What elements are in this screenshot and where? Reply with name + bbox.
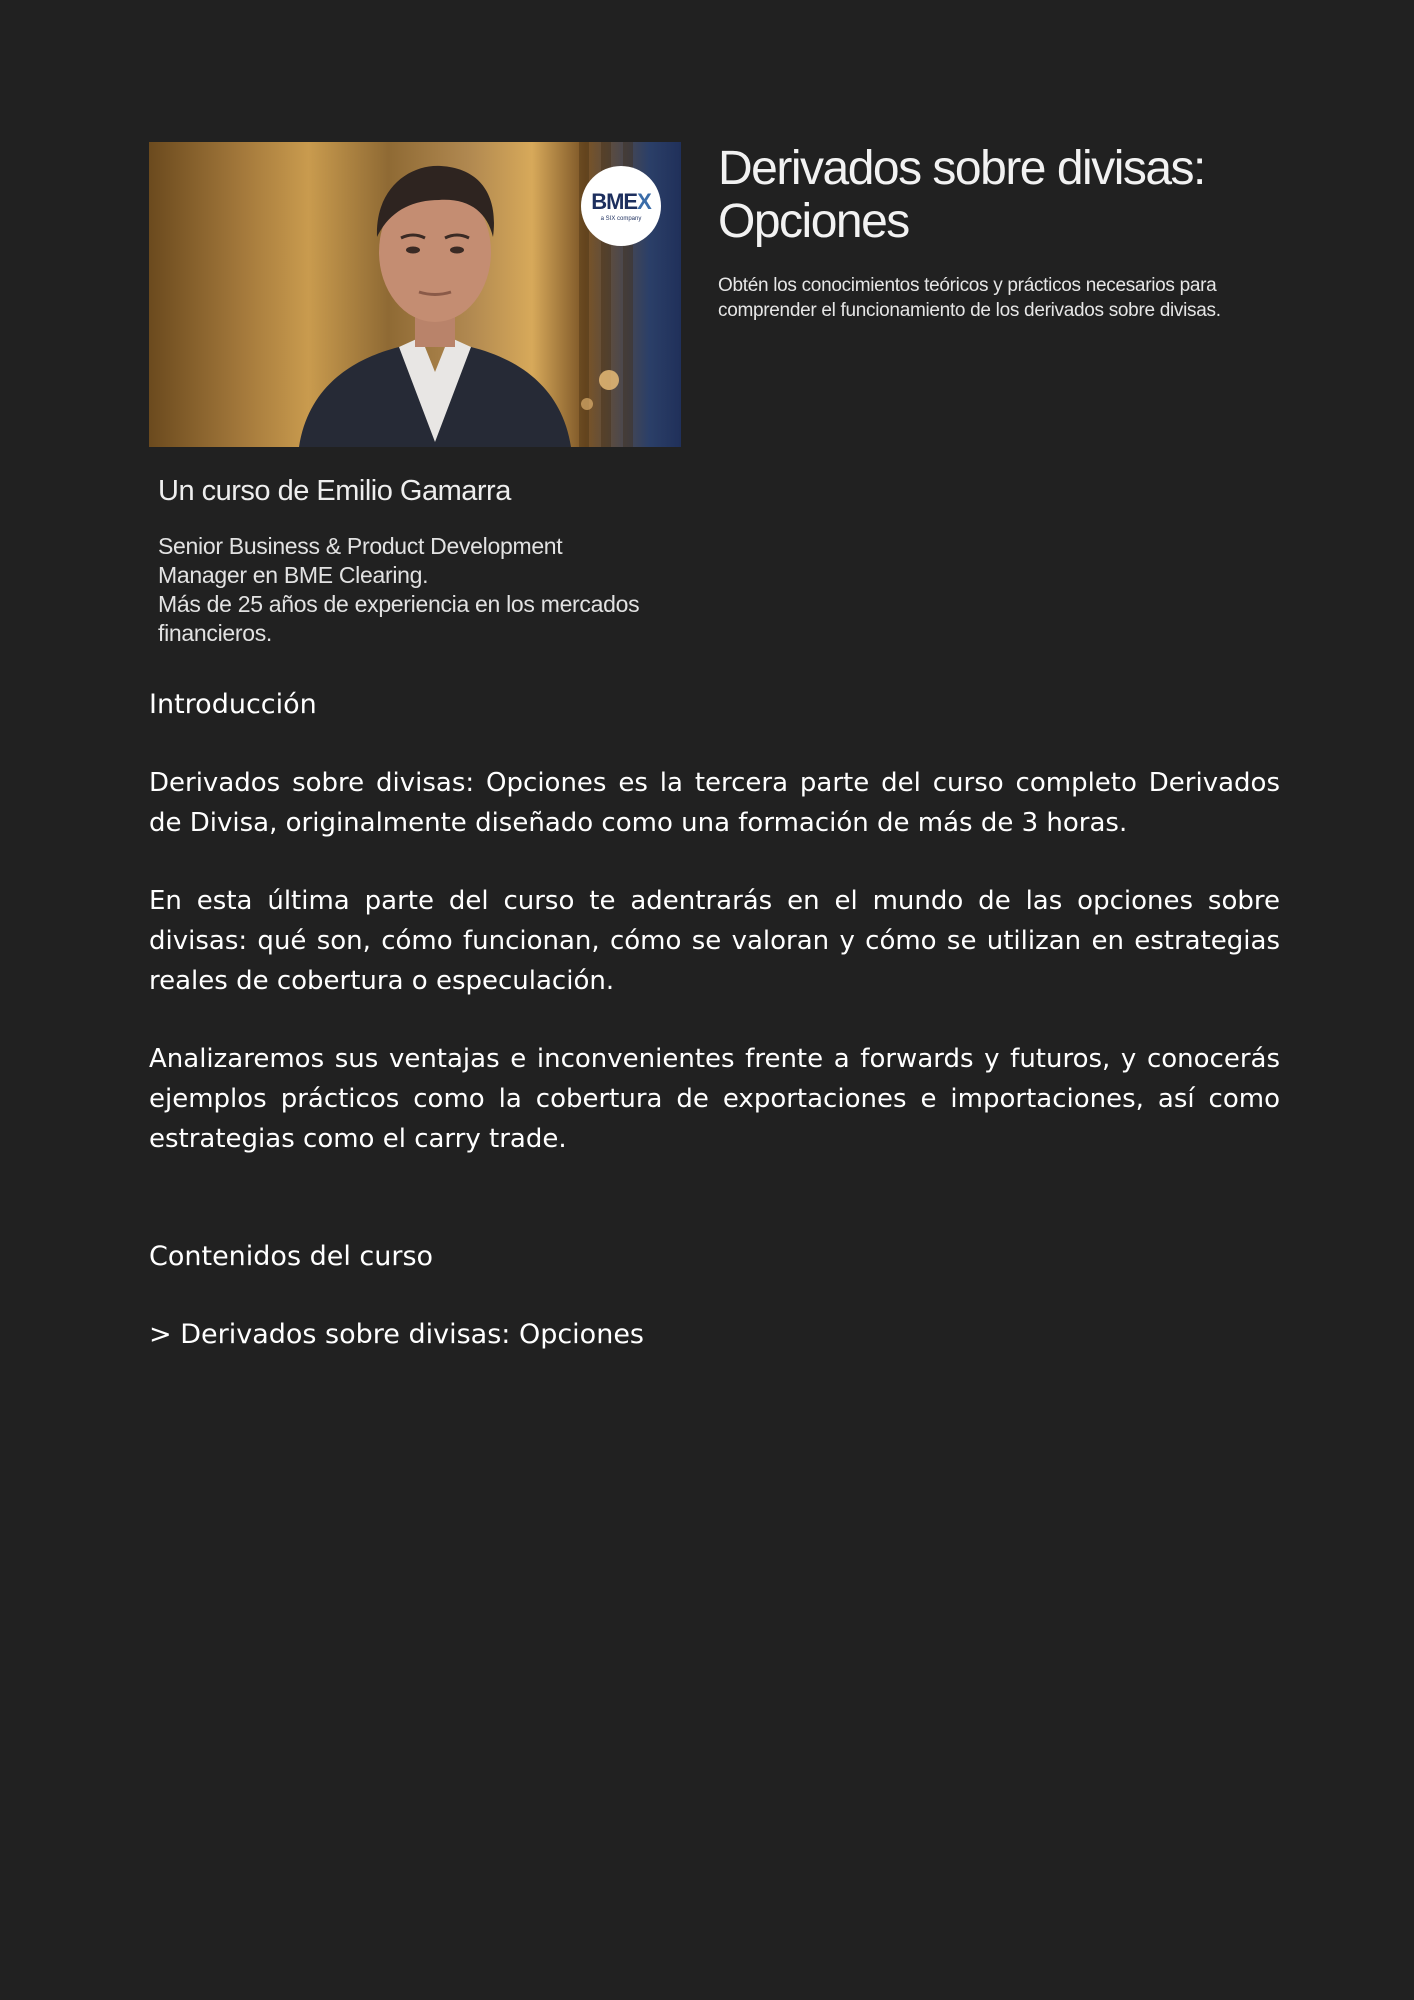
author-bio-line: financieros. [158,620,273,646]
contents-item[interactable]: > Derivados sobre divisas: Opciones [149,1319,644,1350]
author-bio-line: Senior Business & Product Development [158,533,563,559]
author-name: Un curso de Emilio Gamarra [158,475,511,507]
author-bio [158,532,684,648]
author-bio-line: Más de 25 años de experiencia en los mercados [158,591,640,617]
instructor-photo [149,142,681,447]
bme-logo: BMEX a SIX company [581,166,661,246]
intro-paragraph: Derivados sobre divisas: Opciones es la tercera parte del curso completo Derivados de Divisa, originalmente diseñado como una formación de más de 3 horas. [149,768,1280,838]
course-description [149,685,1280,1355]
course-title: Derivados sobre divisas: Opciones [718,142,1205,248]
contents-heading: Contenidos del curso [149,1241,434,1272]
intro-heading: Introducción [149,689,317,720]
intro-paragraph: Analizaremos sus ventajas e inconvenientes frente a forwards y futuros, y conocerás ejemplos prácticos como la cobertura de exportaciones e importaciones, así como estrategias como el carry trade. [149,1044,1280,1154]
intro-paragraph: En esta última parte del curso te adentrarás en el mundo de las opciones sobre divisas: qué son, cómo funcionan, cómo se valoran y cómo se utilizan en estrategias reales de cobertura o especulación. [149,886,1280,996]
author-bio-line: Manager en BME Clearing. [158,562,429,588]
course-subtitle: Obtén los conocimientos teóricos y prácticos necesarios para comprender el funcionamiento de los derivados sobre divisas. [718,275,1221,321]
course-hero [149,142,1280,652]
